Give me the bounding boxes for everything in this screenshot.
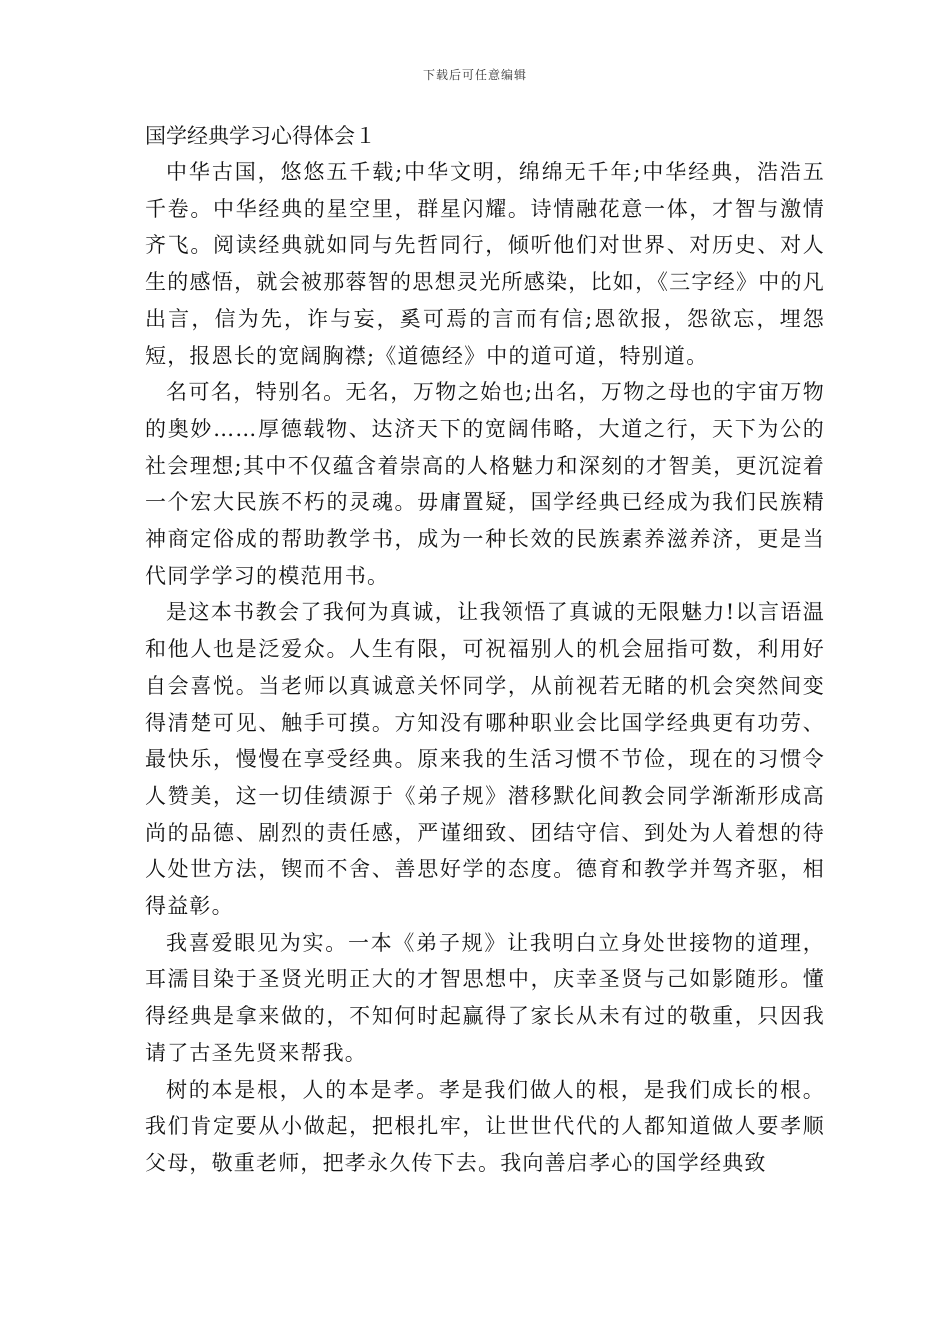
page-header-note: 下载后可任意编辑	[422, 68, 527, 82]
document-title: 国学经典学习心得体会１	[145, 124, 376, 148]
document-body	[145, 154, 825, 1182]
paragraph-5: 树的本是根，人的本是孝。孝是我们做人的根，是我们成长的根。我们肯定要从小做起，把根扎牢，让世世代代的人都知道做人要孝顺父母，敬重老师，把孝永久传下去。我向善启孝心的国学经典致	[145, 1077, 825, 1175]
paragraph-4: 我喜爱眼见为实。一本《弟子规》让我明白立身处世接物的道理，耳濡目染于圣贤光明正大的才智思想中，庆幸圣贤与己如影随形。懂得经典是拿来做的，不知何时起赢得了家长从未有过的敬重，只因我请了古圣先贤来帮我。	[145, 930, 825, 1065]
paragraph-3: 是这本书教会了我何为真诚，让我领悟了真诚的无限魅力!以言语温和他人也是泛爱众。人生有限，可祝福别人的机会屈指可数，利用好自会喜悦。当老师以真诚意关怀同学，从前视若无睹的机会突然间变得清楚可见、触手可摸。方知没有哪种职业会比国学经典更有功劳、最快乐，慢慢在享受经典。原来我的生活习惯不节俭，现在的习惯令人赞美，这一切佳绩源于《弟子规》潜移默化间教会同学渐渐形成高尚的品德、剧烈的责任感，严谨细致、团结守信、到处为人着想的待人处世方法，锲而不舍、善思好学的态度。德育和教学并驾齐驱，相得益彰。	[145, 600, 825, 919]
paragraph-2: 名可名，特别名。无名，万物之始也;出名，万物之母也的宇宙万物的奥妙……厚德载物、达济天下的宽阔伟略，大道之行，天下为公的社会理想;其中不仅蕴含着崇高的人格魅力和深刻的才智美，更沉淀着一个宏大民族不朽的灵魂。毋庸置疑，国学经典已经成为我们民族精神商定俗成的帮助教学书，成为一种长效的民族素养滋养济，更是当代同学学习的模范用书。	[145, 380, 825, 588]
paragraph-1: 中华古国，悠悠五千载;中华文明，绵绵无千年;中华经典，浩浩五千卷。中华经典的星空里，群星闪耀。诗情融花意一体，才智与激情齐飞。阅读经典就如同与先哲同行，倾听他们对世界、对历史、对人生的感悟，就会被那蓉智的思想灵光所感染，比如，《三字经》中的凡出言，信为先，诈与妄，奚可焉的言而有信;恩欲报，怨欲忘，埋怨短，报恩长的宽阔胸襟;《道德经》中的道可道，特别道。	[145, 160, 825, 368]
